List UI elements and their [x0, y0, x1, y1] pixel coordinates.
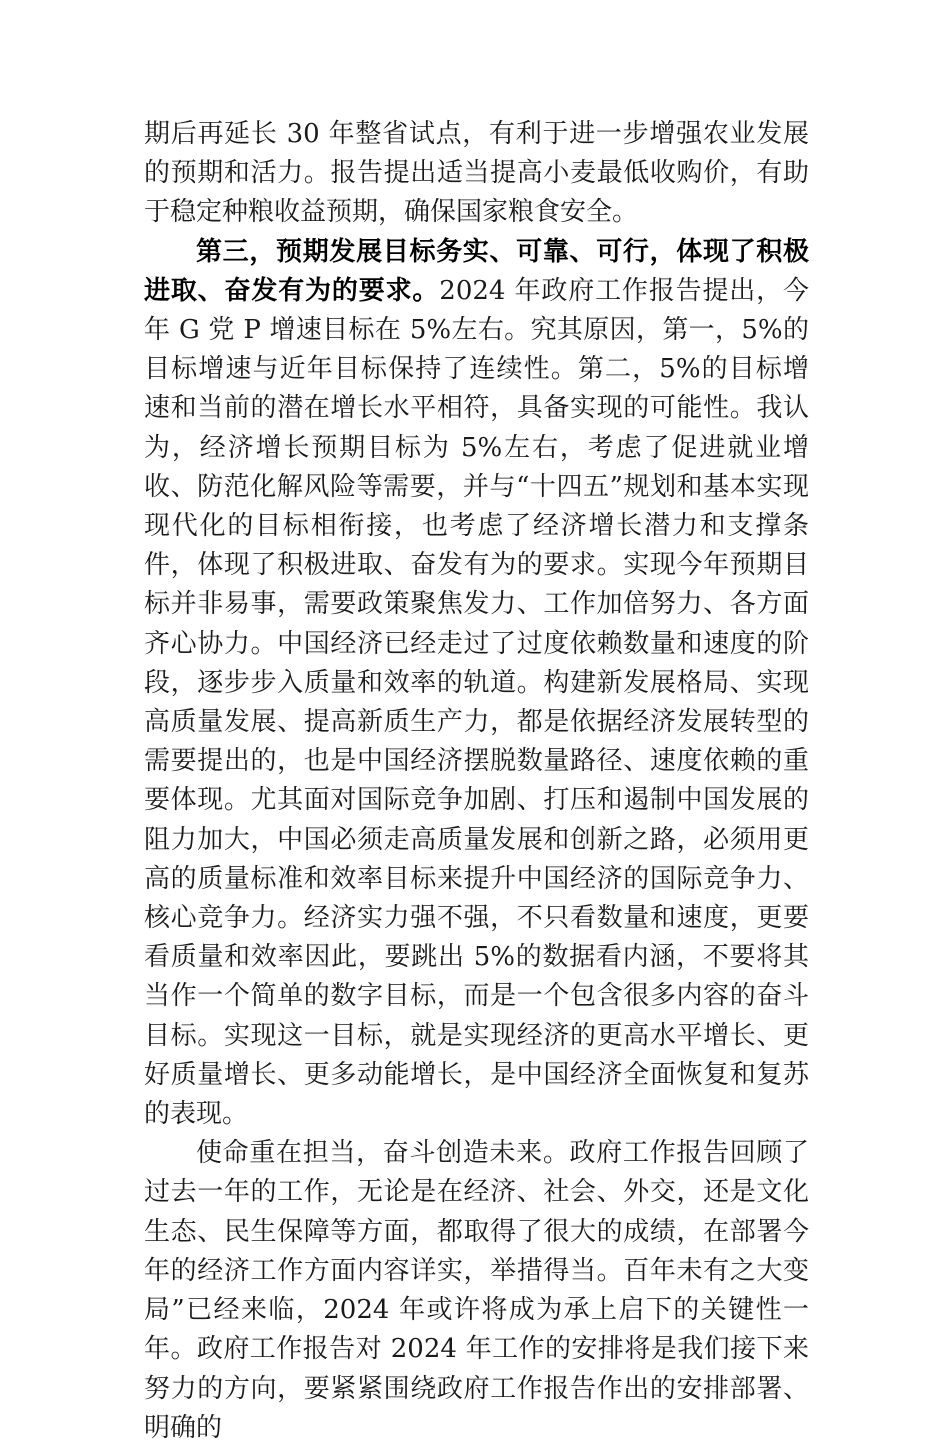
paragraph-text: 2024 年政府工作报告提出，今年 G 党 P 增速目标在 5%左右。究其原因，第一，5%的目标增速与近年目标保持了连续性。第二，5%的目标增速和当前的潜在增长水平相符，具备实现的可能性。我认为，经济增长预期目标为 5%左右，考虑了促进就业增收、防范化解风险等需要，并与“十四五”规划和基本实现现代化的目标相衔接，也考虑了经济增长潜力和支撑条件，体现了积极进取、奋发有为的要求。实现今年预期目标并非易事，需要政策聚焦发力、工作加倍努力、各方面齐心协力。中国经济已经走过了过度依赖数量和速度的阶段，逐步步入质量和效率的轨道。构建新发展格局、实现高质量发展、提高新质生产力，都是依据经济发展转型的需要提出的，也是中国经济摆脱数量路径、速度依赖的重要体现。尤其面对国际竞争加剧、打压和遏制中国发展的阻力加大，中国必须走高质量发展和创新之路，必须用更高的质量标准和效率目标来提升中国经济的国际竞争力、核心竞争力。经济实力强不强，不只看数量和速度，更要看质量和效率因此，要跳出 5%的数据看内涵，不要将其当作一个简单的数字目标，而是一个包含很多内容的奋斗目标。实现这一目标，就是实现经济的更高水平增长、更好质量增长、更多动能增长，是中国经济全面恢复和复苏的表现。 — [144, 275, 809, 1130]
paragraph-continuation — [144, 115, 809, 233]
document-body — [144, 115, 809, 1448]
paragraph-mission — [144, 1134, 809, 1448]
paragraph-heading: 第三，预期发展目标务实、可靠、可行，体现了积极进取、奋发有为的要求。 — [144, 236, 809, 306]
paragraph-text: 期后再延长 30 年整省试点，有利于进一步增强农业发展的预期和活力。报告提出适当提高小麦最低收购价，有助于稳定种粮收益预期，确保国家粮食安全。 — [144, 119, 809, 228]
paragraph-third-point — [144, 233, 809, 1135]
paragraph-text: 使命重在担当，奋斗创造未来。政府工作报告回顾了过去一年的工作，无论是在经济、社会、外交，还是文化生态、民生保障等方面，都取得了很大的成绩，在部署今年的经济工作方面内容详实，举措得当。百年未有之大变局”已经来临，2024 年或许将成为承上启下的关键性一年。政府工作报告对 2024 年工作的安排将是我们接下来努力的方向，要紧紧围绕政府工作报告作出的安排部署、明确的 — [144, 1138, 809, 1443]
